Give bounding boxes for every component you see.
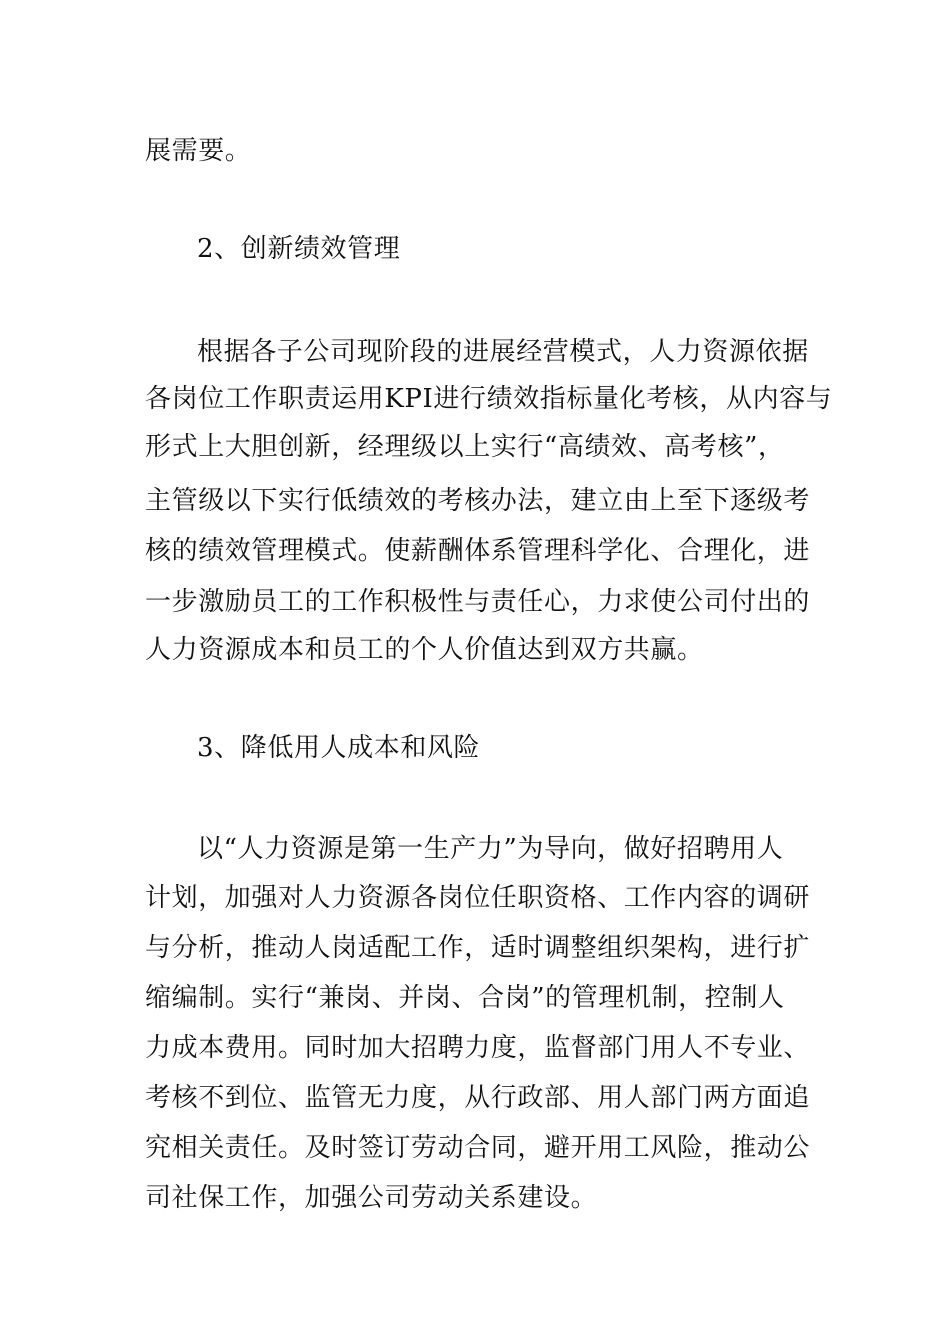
paragraph-3-line: 与分析，推动人岗适配工作，适时调整组织架构，进行扩 (145, 933, 811, 963)
continuation-line: 展需要。 (145, 136, 252, 166)
paragraph-3-line: 考核不到位、监管无力度，从行政部、用人部门两方面追 (145, 1083, 811, 1113)
paragraph-2-line: 核的绩效管理模式。使薪酬体系管理科学化、合理化，进 (145, 536, 811, 566)
section-heading-2: 2、创新绩效管理 (197, 234, 401, 264)
paragraph-3-line: 司社保工作，加强公司劳动关系建设。 (145, 1183, 598, 1213)
paragraph-3-line: 计划，加强对人力资源各岗位任职资格、工作内容的调研 (145, 883, 811, 913)
paragraph-2-line: 一步激励员工的工作积极性与责任心，力求使公司付出的 (145, 587, 811, 617)
paragraph-3-line: 究相关责任。及时签订劳动合同，避开用工风险，推动公 (145, 1133, 811, 1163)
paragraph-3-line: 缩编制。实行“兼岗、并岗、合岗”的管理机制，控制人 (145, 983, 785, 1013)
paragraph-2-line: 根据各子公司现阶段的进展经营模式，人力资源依据 (197, 337, 809, 367)
paragraph-3-line: 以“人力资源是第一生产力”为导向，做好招聘用人 (197, 834, 784, 864)
section-heading-3: 3、降低用人成本和风险 (197, 733, 481, 763)
paragraph-3-line: 力成本费用。同时加大招聘力度，监督部门用人不专业、 (145, 1033, 811, 1063)
paragraph-2-line: 各岗位工作职责运用KPI进行绩效指标量化考核，从内容与 (145, 384, 833, 414)
paragraph-2-line: 人力资源成本和员工的个人价值达到双方共赢。 (145, 635, 704, 665)
paragraph-2-line: 形式上大胆创新，经理级以上实行“高绩效、高考核”， (145, 432, 785, 462)
paragraph-2-line: 主管级以下实行低绩效的考核办法，建立由上至下逐级考 (145, 486, 811, 516)
